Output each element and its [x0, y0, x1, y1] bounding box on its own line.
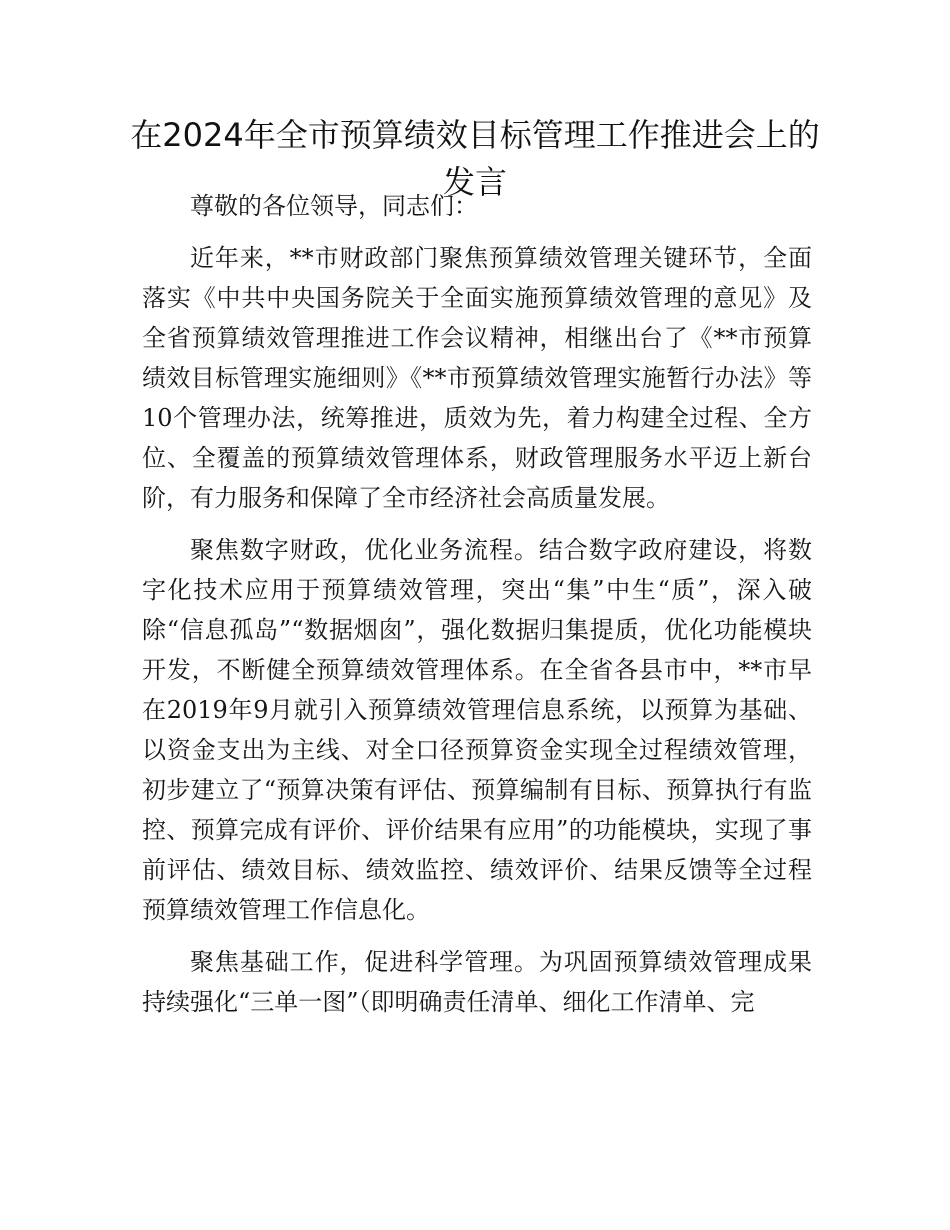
document-body	[142, 186, 812, 1022]
salutation: 尊敬的各位领导，同志们：	[190, 192, 478, 220]
body-paragraph-2: 聚焦数字财政，优化业务流程。结合数字政府建设，将数字化技术应用于预算绩效管理，突出“集”中生“质”，深入破除“信息孤岛”“数据烟囱”，强化数据归集提质，优化功能模块开发，不断健全预算绩效管理体系。在全省各县市中，**市早在2019年9月就引入预算绩效管理信息系统，以预算为基础、以资金支出为主线、对全口径预算资金实现全过程绩效管理，初步建立了“预算决策有评估、预算编制有目标、预算执行有监控、预算完成有评价、评价结果有应用”的功能模块，实现了事前评估、绩效目标、绩效监控、绩效评价、结果反馈等全过程预算绩效管理工作信息化。	[142, 536, 812, 924]
document-title: 在2024年全市预算绩效目标管理工作推进会上的发言	[130, 116, 820, 201]
body-paragraph-1: 近年来，**市财政部门聚焦预算绩效管理关键环节，全面落实《中共中央国务院关于全面实施预算绩效管理的意见》及全省预算绩效管理推进工作会议精神，相继出台了《**市预算绩效目标管理实施细则》《**市预算绩效管理实施暂行办法》等10个管理办法，统筹推进，质效为先，着力构建全过程、全方位、全覆盖的预算绩效管理体系，财政管理服务水平迈上新台阶，有力服务和保障了全市经济社会高质量发展。	[142, 244, 812, 512]
body-paragraph-3: 聚焦基础工作，促进科学管理。为巩固预算绩效管理成果持续强化“三单一图”（即明确责任清单、细化工作清单、完	[142, 948, 812, 1016]
